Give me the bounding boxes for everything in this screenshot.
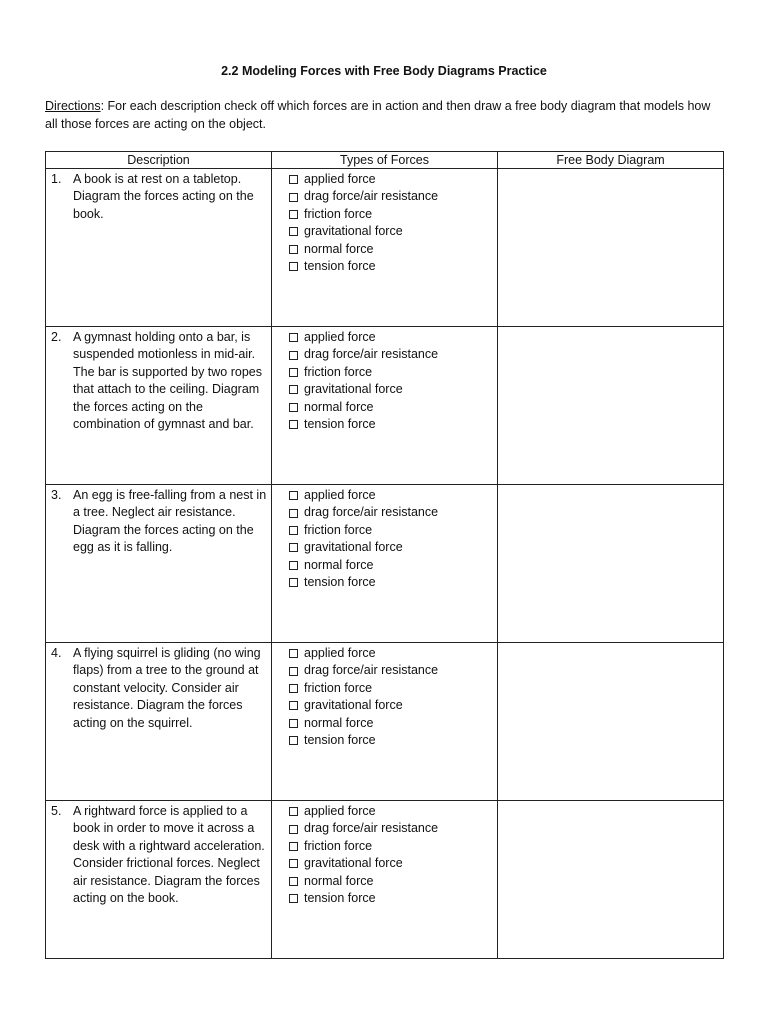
checkbox-icon[interactable] [289,719,298,728]
table-row [46,169,724,327]
force-option [289,522,497,539]
checkbox-icon[interactable] [289,842,298,851]
force-label: tension force [304,733,376,748]
checkbox-icon[interactable] [289,736,298,745]
forces-cell [272,643,498,801]
force-label: tension force [304,417,376,432]
forces-cell [272,801,498,959]
free-body-diagram-cell[interactable] [498,169,724,327]
force-label: applied force [304,646,376,660]
free-body-diagram-cell[interactable] [498,643,724,801]
item-number: 1. [51,172,62,186]
header-description: Description [46,152,272,169]
checkbox-icon[interactable] [289,351,298,360]
force-option [289,697,497,714]
force-label: gravitational force [304,382,403,397]
force-label: drag force/air resistance [304,821,439,836]
force-label: applied force [304,488,376,502]
directions-label: Directions [45,99,101,113]
item-description: A rightward force is applied to a book in order to move it across a desk with a rightward acceleration. Consider frictional forces. Neglect air resistance. Diagram the forces acting on the book. [73,804,265,906]
checkbox-icon[interactable] [289,385,298,394]
force-option [289,803,497,820]
force-label: gravitational force [304,540,403,555]
checkbox-icon[interactable] [289,175,298,184]
force-option [289,820,497,837]
checkbox-icon[interactable] [289,701,298,710]
directions [45,98,725,133]
description-cell [46,485,272,643]
checkbox-icon[interactable] [289,859,298,868]
force-label: tension force [304,891,376,906]
description-cell [46,643,272,801]
checkbox-icon[interactable] [289,509,298,518]
checkbox-icon[interactable] [289,825,298,834]
checkbox-icon[interactable] [289,333,298,342]
force-option [289,258,497,275]
item-number: 5. [51,804,62,818]
force-option [289,645,497,662]
force-option [289,873,497,890]
force-option [289,680,497,697]
force-label: normal force [304,715,374,730]
force-label: friction force [304,838,373,853]
table-row [46,485,724,643]
force-option [289,855,497,872]
force-label: normal force [304,399,374,414]
checkbox-icon[interactable] [289,193,298,202]
force-option [289,487,497,504]
force-label: normal force [304,241,374,256]
force-label: applied force [304,172,376,186]
header-free-body-diagram: Free Body Diagram [498,152,724,169]
table-row [46,643,724,801]
force-option [289,364,497,381]
force-option [289,732,497,749]
header-types-of-forces: Types of Forces [272,152,498,169]
force-option [289,346,497,363]
checkbox-icon[interactable] [289,561,298,570]
force-option [289,171,497,188]
checkbox-icon[interactable] [289,894,298,903]
force-option [289,188,497,205]
checkbox-icon[interactable] [289,245,298,254]
force-label: tension force [304,575,376,590]
checkbox-icon[interactable] [289,227,298,236]
checkbox-icon[interactable] [289,526,298,535]
forces-cell [272,169,498,327]
worksheet-table [45,151,724,959]
force-label: gravitational force [304,224,403,239]
force-label: drag force/air resistance [304,189,439,204]
description-cell [46,169,272,327]
item-description: A flying squirrel is gliding (no wing flaps) from a tree to the ground at constant velocity. Consider air resistance. Diagram the forces acting on the squirrel. [73,646,261,730]
checkbox-icon[interactable] [289,420,298,429]
checkbox-icon[interactable] [289,877,298,886]
item-number: 2. [51,330,62,344]
force-option [289,574,497,591]
force-label: normal force [304,557,374,572]
force-label: tension force [304,259,376,274]
table-row [46,801,724,959]
force-option [289,329,497,346]
checkbox-icon[interactable] [289,368,298,377]
force-option [289,206,497,223]
force-label: friction force [304,680,373,695]
checkbox-icon[interactable] [289,684,298,693]
force-label: gravitational force [304,856,403,871]
header-row [46,152,724,169]
checkbox-icon[interactable] [289,649,298,658]
checkbox-icon[interactable] [289,807,298,816]
force-label: drag force/air resistance [304,663,439,678]
checkbox-icon[interactable] [289,210,298,219]
force-option [289,715,497,732]
directions-text: : For each description check off which forces are in action and then draw a free body diagram that models how all those forces are acting on the object. [45,99,711,131]
force-label: drag force/air resistance [304,505,439,520]
description-cell [46,327,272,485]
force-option [289,662,497,679]
force-option [289,504,497,521]
force-option [289,416,497,433]
force-label: applied force [304,330,376,344]
table-row [46,327,724,485]
force-option [289,890,497,907]
checkbox-icon[interactable] [289,262,298,271]
free-body-diagram-cell[interactable] [498,801,724,959]
force-option [289,838,497,855]
checkbox-icon[interactable] [289,578,298,587]
force-label: drag force/air resistance [304,347,439,362]
description-cell [46,801,272,959]
checkbox-icon[interactable] [289,491,298,500]
checkbox-icon[interactable] [289,667,298,676]
force-label: gravitational force [304,698,403,713]
force-label: friction force [304,206,373,221]
item-description: An egg is free-falling from a nest in a tree. Neglect air resistance. Diagram the forces acting on the egg as it is falling. [73,488,267,555]
checkbox-icon[interactable] [289,403,298,412]
free-body-diagram-cell[interactable] [498,327,724,485]
item-number: 3. [51,488,62,502]
item-description: A gymnast holding onto a bar, is suspended motionless in mid-air. The bar is supported by two ropes that attach to the ceiling. Diagram the forces acting on the combination of gymnast and bar. [73,330,262,432]
force-label: friction force [304,364,373,379]
force-option [289,223,497,240]
worksheet-title: 2.2 Modeling Forces with Free Body Diagrams Practice [221,64,547,78]
item-description: A book is at rest on a tabletop. Diagram the forces acting on the book. [73,172,254,221]
checkbox-icon[interactable] [289,543,298,552]
forces-cell [272,327,498,485]
force-option [289,241,497,258]
force-option [289,381,497,398]
free-body-diagram-cell[interactable] [498,485,724,643]
force-option [289,539,497,556]
force-label: applied force [304,804,376,818]
force-option [289,557,497,574]
forces-cell [272,485,498,643]
force-label: friction force [304,522,373,537]
force-option [289,399,497,416]
item-number: 4. [51,646,62,660]
force-label: normal force [304,873,374,888]
